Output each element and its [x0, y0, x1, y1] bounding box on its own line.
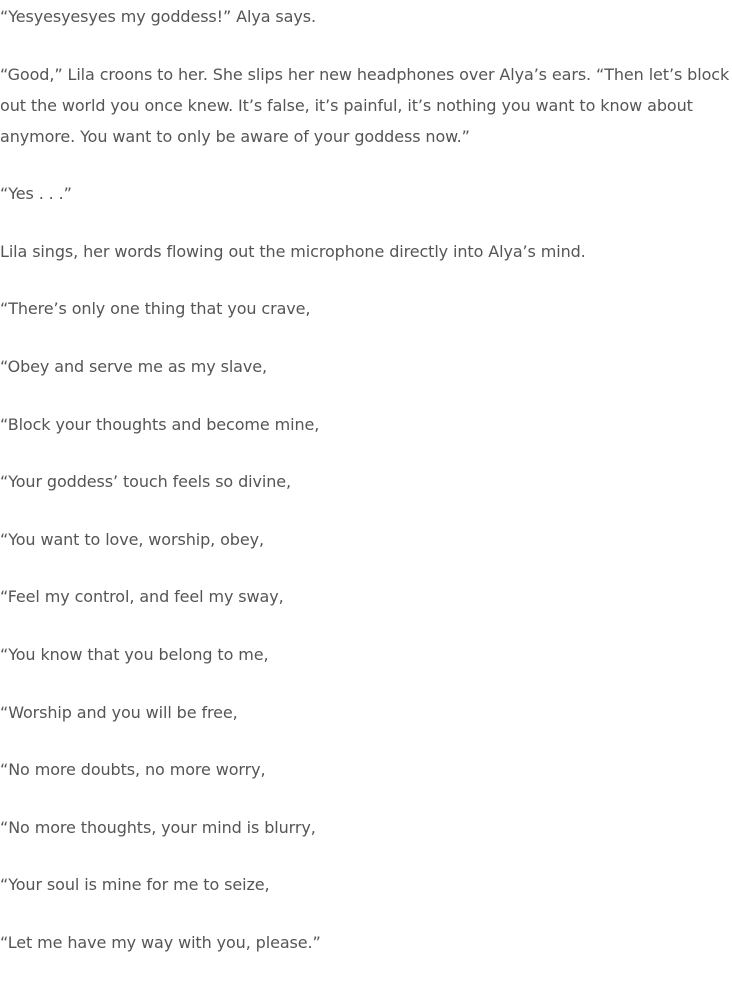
- paragraph: “Good,” Lila croons to her. She slips her new headphones over Alya’s ears. “Then let’s block out the world you once knew. It’s false, it’s painful, it’s nothing you want to know about anymore. You want to only be aware of your goddess now.”: [0, 64, 730, 146]
- paragraph: “Yesyesyesyes my goddess!” Alya says.: [0, 7, 316, 26]
- song-line: “Worship and you will be free,: [0, 702, 238, 722]
- song-line: “Your goddess’ touch feels so divine,: [0, 472, 291, 492]
- song-line: “Your soul is mine for me to seize,: [0, 875, 270, 895]
- song-line: “Feel my control, and feel my sway,: [0, 587, 284, 607]
- song-line: “You want to love, worship, obey,: [0, 529, 264, 549]
- paragraph: “Yes . . .”: [0, 184, 72, 204]
- song-line: “There’s only one thing that you crave,: [0, 299, 311, 319]
- story-text: [0, 1, 732, 985]
- song-line: “No more doubts, no more worry,: [0, 760, 266, 780]
- song-line: “Let me have my way with you, please.”: [0, 932, 321, 952]
- song-line: “You know that you belong to me,: [0, 644, 269, 664]
- song-line: “Obey and serve me as my slave,: [0, 356, 267, 376]
- paragraph: Lila sings, her words flowing out the microphone directly into Alya’s mind.: [0, 241, 586, 261]
- song-line: “No more thoughts, your mind is blurry,: [0, 817, 316, 837]
- song-line: “Block your thoughts and become mine,: [0, 414, 320, 434]
